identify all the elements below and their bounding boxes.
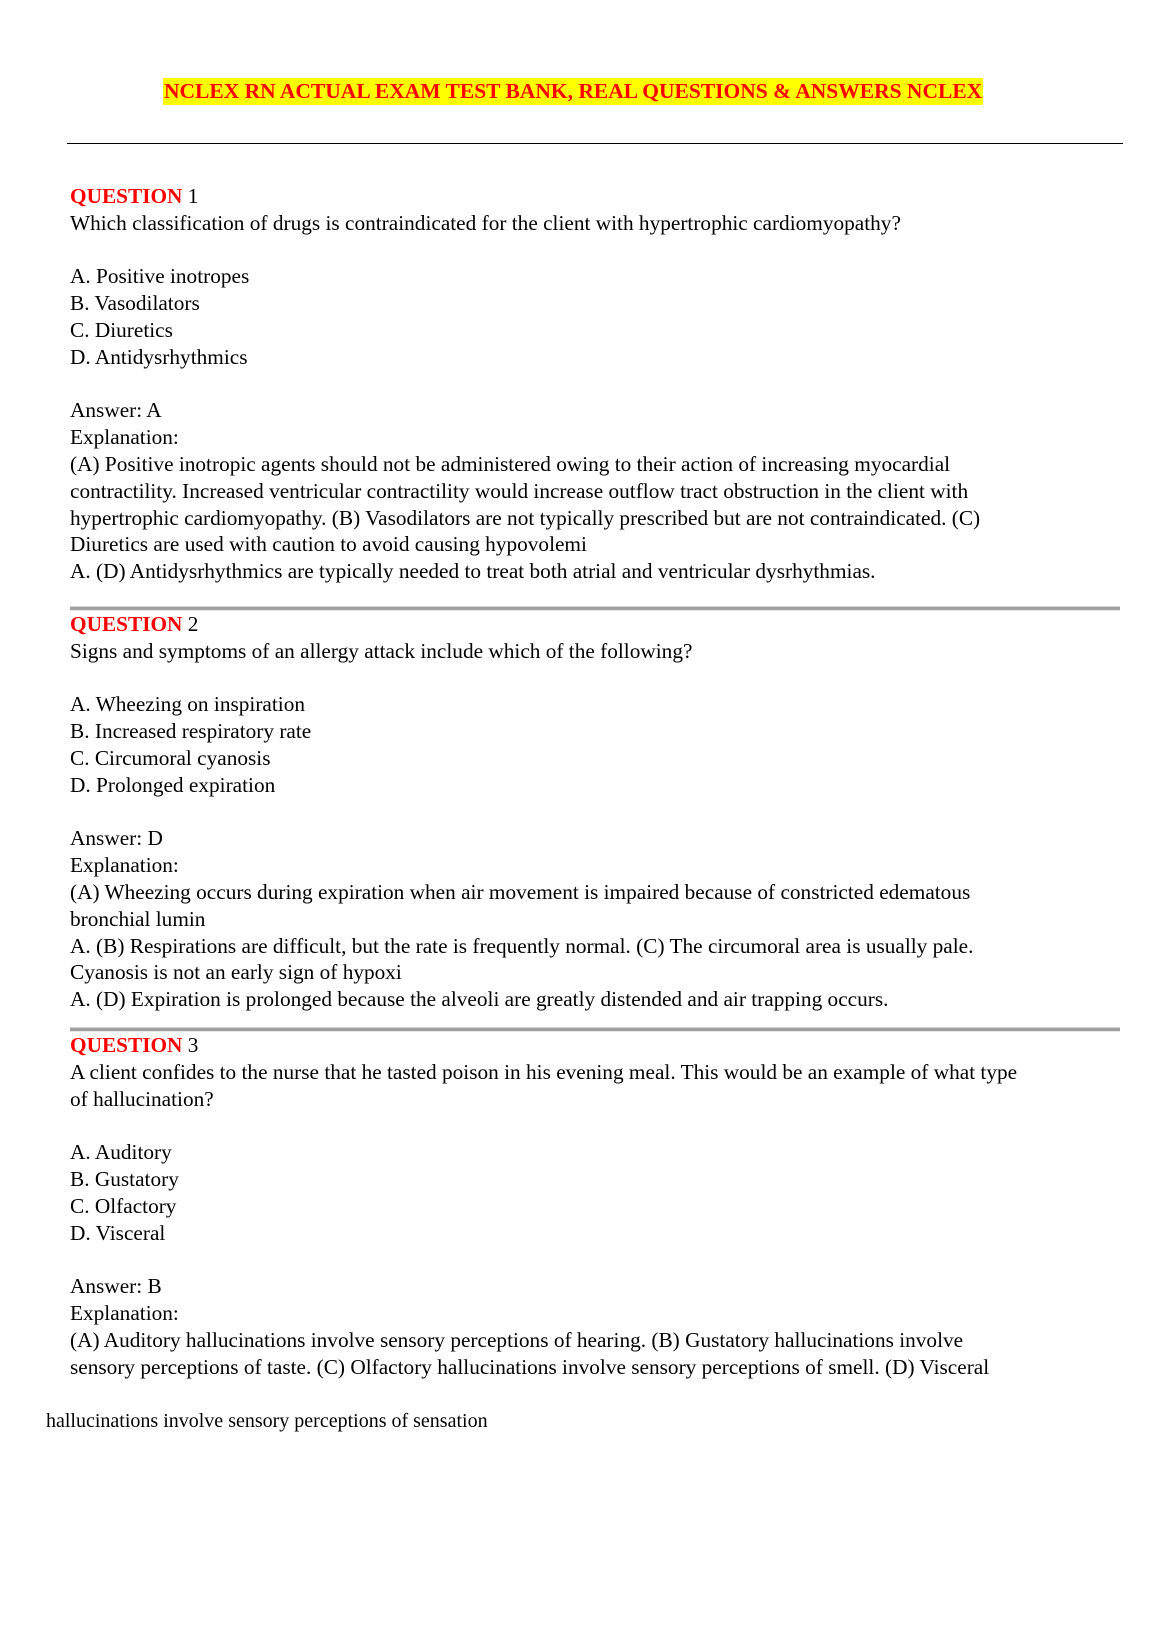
explanation-label: Explanation: [70, 853, 179, 878]
question-block-2 [70, 611, 1130, 1013]
explanation-line: sensory perceptions of taste. (C) Olfactory hallucinations involve sensory perceptions of smell. (D) Visceral [70, 1354, 990, 1379]
question-number: 1 [187, 184, 199, 208]
answer: Answer: B [70, 1274, 162, 1299]
explanation-line: A. (D) Expiration is prolonged because the alveoli are greatly distended and air trapping occurs. [70, 987, 889, 1012]
explanation-line: A. (B) Respirations are difficult, but the rate is frequently normal. (C) The circumoral area is usually pale. [70, 933, 974, 958]
question-block-1 [70, 183, 1130, 585]
option-a: A. Wheezing on inspiration [70, 692, 306, 717]
option-a: A. Auditory [70, 1140, 172, 1165]
question-text: Signs and symptoms of an allergy attack include which of the following? [70, 638, 693, 663]
question-heading [70, 183, 1130, 210]
answer: Answer: D [70, 826, 163, 851]
question-label: QUESTION [70, 1033, 183, 1057]
explanation-line: bronchial lumin [70, 906, 206, 931]
question-number: 3 [187, 1033, 199, 1057]
explanation-line: (A) Positive inotropic agents should not be administered owing to their action of increasing myocardial [70, 451, 951, 476]
question-label: QUESTION [70, 184, 183, 208]
explanation-label: Explanation: [70, 1300, 179, 1325]
explanation-line: Diuretics are used with caution to avoid causing hypovolemi [70, 532, 587, 557]
question-text: of hallucination? [70, 1086, 214, 1111]
answer: Answer: A [70, 398, 162, 423]
explanation-line: A. (D) Antidysrhythmics are typically needed to treat both atrial and ventricular dysrhythmias. [70, 559, 876, 584]
option-b: B. Vasodilators [70, 291, 200, 316]
option-c: C. Circumoral cyanosis [70, 745, 271, 770]
document-title: NCLEX RN ACTUAL EXAM TEST BANK, REAL QUESTIONS & ANSWERS NCLEX [164, 79, 983, 103]
question-label: QUESTION [70, 612, 183, 636]
option-d: D. Antidysrhythmics [70, 344, 248, 369]
explanation-label: Explanation: [70, 425, 179, 450]
explanation-line: Cyanosis is not an early sign of hypoxi [70, 960, 402, 985]
option-d: D. Prolonged expiration [70, 772, 276, 797]
option-c: C. Diuretics [70, 317, 173, 342]
question-heading [70, 1032, 1130, 1059]
explanation-line: (A) Auditory hallucinations involve sensory perceptions of hearing. (B) Gustatory hallucinations involve [70, 1327, 964, 1352]
option-c: C. Olfactory [70, 1193, 177, 1218]
question-text: A client confides to the nurse that he tasted poison in his evening meal. This would be an example of what type [70, 1059, 1018, 1084]
explanation-line: (A) Wheezing occurs during expiration when air movement is impaired because of constricted edematous [70, 879, 971, 904]
explanation-line: contractility. Increased ventricular contractility would increase outflow tract obstruction in the client with [70, 478, 969, 503]
explanation-line: hypertrophic cardiomyopathy. (B) Vasodilators are not typically prescribed but are not contraindicated. (C) [70, 505, 981, 530]
question-number: 2 [187, 612, 199, 636]
option-d: D. Visceral [70, 1220, 166, 1245]
title-divider [67, 143, 1123, 144]
question-heading [70, 611, 1130, 638]
explanation-continuation: hallucinations involve sensory perceptions of sensation [46, 1410, 488, 1432]
option-b: B. Gustatory [70, 1166, 179, 1191]
question-text: Which classification of drugs is contraindicated for the client with hypertrophic cardiomyopathy? [70, 210, 901, 235]
option-a: A. Positive inotropes [70, 264, 250, 289]
question-block-3 [70, 1032, 1130, 1380]
option-b: B. Increased respiratory rate [70, 719, 312, 744]
